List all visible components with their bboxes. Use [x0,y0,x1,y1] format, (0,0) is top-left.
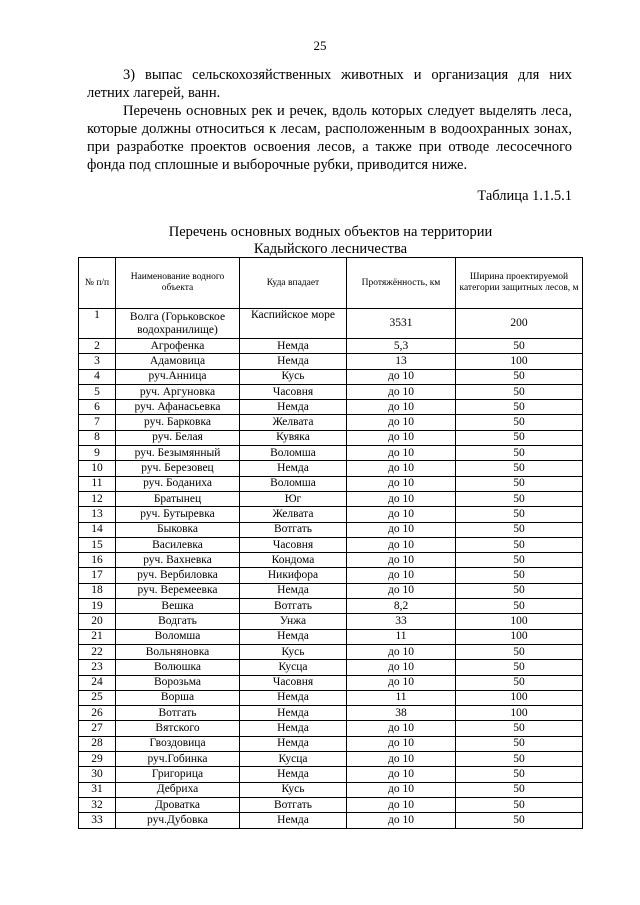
cell-length: 33 [347,614,456,629]
cell-name: руч. Барковка [116,415,240,430]
cell-name: Вешка [116,599,240,614]
table-row [79,400,583,415]
body-text [87,66,572,174]
cell-length: до 10 [347,369,456,384]
cell-flows-into: Унжа [240,614,347,629]
cell-num: 23 [79,660,116,675]
table-row [79,415,583,430]
cell-length: до 10 [347,400,456,415]
cell-length: до 10 [347,415,456,430]
cell-name: Агрофенка [116,339,240,354]
cell-length: 11 [347,690,456,705]
cell-num: 8 [79,430,116,445]
table-row [79,706,583,721]
table-row [79,476,583,491]
cell-length: до 10 [347,537,456,552]
header-length: Протяжённость, км [347,258,456,309]
cell-num: 6 [79,400,116,415]
cell-flows-into: Кувяка [240,430,347,445]
cell-length: до 10 [347,384,456,399]
cell-name: Вотгать [116,706,240,721]
table-title-line: Перечень основных водных объектов на территории [168,224,493,240]
table-row [79,614,583,629]
cell-length: до 10 [347,782,456,797]
table-row [79,767,583,782]
cell-name: Братынец [116,491,240,506]
cell-flows-into: Кусь [240,782,347,797]
cell-length: до 10 [347,583,456,598]
cell-num: 33 [79,813,116,828]
cell-num: 13 [79,507,116,522]
table-row [79,430,583,445]
cell-name: руч. Безымянный [116,446,240,461]
cell-length: 8,2 [347,599,456,614]
cell-length: до 10 [347,553,456,568]
cell-width: 100 [456,354,583,369]
cell-width: 50 [456,400,583,415]
cell-flows-into: Немда [240,736,347,751]
table-row [79,583,583,598]
table-row [79,339,583,354]
table-row [79,491,583,506]
cell-width: 50 [456,491,583,506]
cell-name: Водгать [116,614,240,629]
table-row [79,599,583,614]
cell-name: Василевка [116,537,240,552]
cell-length: до 10 [347,430,456,445]
cell-length: до 10 [347,752,456,767]
cell-width: 100 [456,629,583,644]
cell-num: 27 [79,721,116,736]
cell-name: руч. Бутыревка [116,507,240,522]
cell-length: до 10 [347,507,456,522]
table-row [79,354,583,369]
cell-width: 50 [456,797,583,812]
header-width: Ширина проектируемой категории защитных лесов, м [456,258,583,309]
cell-width: 50 [456,430,583,445]
cell-name: Ворозьма [116,675,240,690]
cell-flows-into: Немда [240,706,347,721]
cell-num: 12 [79,491,116,506]
cell-num: 15 [79,537,116,552]
cell-num: 17 [79,568,116,583]
cell-num: 26 [79,706,116,721]
cell-num: 18 [79,583,116,598]
cell-flows-into: Немда [240,339,347,354]
header-num: № п/п [79,258,116,309]
cell-num: 32 [79,797,116,812]
cell-width: 50 [456,752,583,767]
cell-num: 14 [79,522,116,537]
cell-flows-into: Немда [240,690,347,705]
paragraph: Перечень основных рек и речек, вдоль которых следует выделять леса, которые должны относиться к лесам, расположенным в водоохранных зонах, при разработке проектов освоения лесов, а также при отводе лесосечного фонда под сплошные и выборочные рубки, приводится ниже. [87,103,572,173]
cell-length: до 10 [347,675,456,690]
cell-num: 28 [79,736,116,751]
cell-width: 50 [456,384,583,399]
table-body [79,309,583,829]
cell-num: 4 [79,369,116,384]
table-row [79,721,583,736]
table-row [79,309,583,339]
cell-length: 11 [347,629,456,644]
cell-num: 29 [79,752,116,767]
table-row [79,675,583,690]
cell-num: 3 [79,354,116,369]
cell-width: 50 [456,675,583,690]
cell-length: 38 [347,706,456,721]
cell-flows-into: Вотгать [240,599,347,614]
table-row [79,736,583,751]
cell-name: Дроватка [116,797,240,812]
cell-width: 50 [456,537,583,552]
table-row [79,690,583,705]
cell-width: 50 [456,813,583,828]
cell-num: 22 [79,644,116,659]
cell-length: до 10 [347,446,456,461]
cell-length: до 10 [347,797,456,812]
cell-name: руч. Аргуновка [116,384,240,399]
cell-width: 50 [456,553,583,568]
cell-width: 50 [456,736,583,751]
cell-name: Волга (Горьковское водохранилище) [116,309,240,339]
cell-name: руч. Березовец [116,461,240,476]
cell-name: Воломша [116,629,240,644]
cell-length: до 10 [347,660,456,675]
cell-length: до 10 [347,568,456,583]
cell-width: 50 [456,767,583,782]
cell-num: 31 [79,782,116,797]
cell-flows-into: Кусца [240,752,347,767]
cell-length: до 10 [347,736,456,751]
cell-name: Волюшка [116,660,240,675]
cell-flows-into: Воломша [240,446,347,461]
table-row [79,553,583,568]
cell-width: 100 [456,690,583,705]
cell-width: 50 [456,721,583,736]
cell-length: 5,3 [347,339,456,354]
cell-num: 5 [79,384,116,399]
cell-width: 50 [456,583,583,598]
cell-name: руч. Белая [116,430,240,445]
table-row [79,384,583,399]
table-row [79,629,583,644]
cell-flows-into: Вотгать [240,797,347,812]
cell-flows-into: Юг [240,491,347,506]
table-row [79,461,583,476]
cell-name: Гвоздовица [116,736,240,751]
cell-width: 100 [456,614,583,629]
cell-flows-into: Немда [240,721,347,736]
cell-flows-into: Часовня [240,675,347,690]
cell-width: 50 [456,446,583,461]
cell-num: 9 [79,446,116,461]
table-label: Таблица 1.1.5.1 [477,188,572,204]
cell-num: 24 [79,675,116,690]
table-row [79,644,583,659]
cell-flows-into: Немда [240,461,347,476]
cell-width: 50 [456,644,583,659]
cell-flows-into: Вотгать [240,522,347,537]
cell-width: 100 [456,706,583,721]
cell-length: до 10 [347,522,456,537]
table-header-row [79,258,583,309]
cell-length: до 10 [347,721,456,736]
cell-name: Ворша [116,690,240,705]
table-row [79,568,583,583]
table-row [79,660,583,675]
cell-name: руч. Веремеевка [116,583,240,598]
cell-num: 19 [79,599,116,614]
cell-width: 50 [456,660,583,675]
cell-length: до 10 [347,644,456,659]
cell-length: 13 [347,354,456,369]
cell-flows-into: Немда [240,767,347,782]
cell-flows-into: Никифора [240,568,347,583]
cell-num: 16 [79,553,116,568]
header-flows-into: Куда впадает [240,258,347,309]
cell-flows-into: Немда [240,400,347,415]
cell-width: 50 [456,369,583,384]
cell-flows-into: Кондома [240,553,347,568]
cell-name: руч. Боданиха [116,476,240,491]
cell-flows-into: Кусь [240,644,347,659]
table-title-line: Кадыйского лесничества [253,241,408,257]
cell-length: до 10 [347,767,456,782]
cell-width: 50 [456,782,583,797]
cell-flows-into: Немда [240,583,347,598]
cell-width: 50 [456,476,583,491]
cell-length: до 10 [347,461,456,476]
table-row [79,507,583,522]
table-row [79,782,583,797]
paragraph: 3) выпас сельскохозяйственных животных и организация для них летних лагерей, ванн. [87,67,572,101]
cell-name: руч.Гобинка [116,752,240,767]
water-objects-table [78,257,583,829]
cell-num: 7 [79,415,116,430]
page-number: 25 [313,38,327,53]
cell-flows-into: Часовня [240,384,347,399]
cell-name: Быковка [116,522,240,537]
table-row [79,752,583,767]
cell-num: 1 [79,309,116,339]
cell-width: 50 [456,507,583,522]
cell-width: 50 [456,339,583,354]
table-title [78,224,583,258]
cell-length: до 10 [347,491,456,506]
cell-flows-into: Кусь [240,369,347,384]
cell-flows-into: Немда [240,813,347,828]
table-row [79,522,583,537]
cell-name: руч.Дубовка [116,813,240,828]
cell-flows-into: Часовня [240,537,347,552]
cell-name: руч.Анница [116,369,240,384]
cell-num: 20 [79,614,116,629]
cell-width: 50 [456,461,583,476]
table-row [79,813,583,828]
table-row [79,369,583,384]
cell-num: 10 [79,461,116,476]
cell-flows-into: Кусца [240,660,347,675]
cell-name: Вятского [116,721,240,736]
cell-name: руч. Вахневка [116,553,240,568]
cell-flows-into: Каспийское море [240,309,347,339]
cell-num: 11 [79,476,116,491]
cell-width: 200 [456,309,583,339]
cell-length: до 10 [347,476,456,491]
cell-num: 30 [79,767,116,782]
cell-name: Адамовица [116,354,240,369]
table-row [79,797,583,812]
cell-name: руч. Вербиловка [116,568,240,583]
cell-flows-into: Воломша [240,476,347,491]
cell-num: 25 [79,690,116,705]
cell-flows-into: Немда [240,629,347,644]
cell-name: Дебриха [116,782,240,797]
header-name: Наименование водного объекта [116,258,240,309]
cell-name: Григорица [116,767,240,782]
cell-width: 50 [456,568,583,583]
cell-width: 50 [456,522,583,537]
cell-width: 50 [456,599,583,614]
cell-length: 3531 [347,309,456,339]
table-row [79,446,583,461]
cell-num: 2 [79,339,116,354]
cell-flows-into: Немда [240,354,347,369]
cell-num: 21 [79,629,116,644]
cell-length: до 10 [347,813,456,828]
table-row [79,537,583,552]
cell-width: 50 [456,415,583,430]
cell-name: Вольняновка [116,644,240,659]
cell-name: руч. Афанасьевка [116,400,240,415]
cell-flows-into: Желвата [240,507,347,522]
cell-flows-into: Желвата [240,415,347,430]
